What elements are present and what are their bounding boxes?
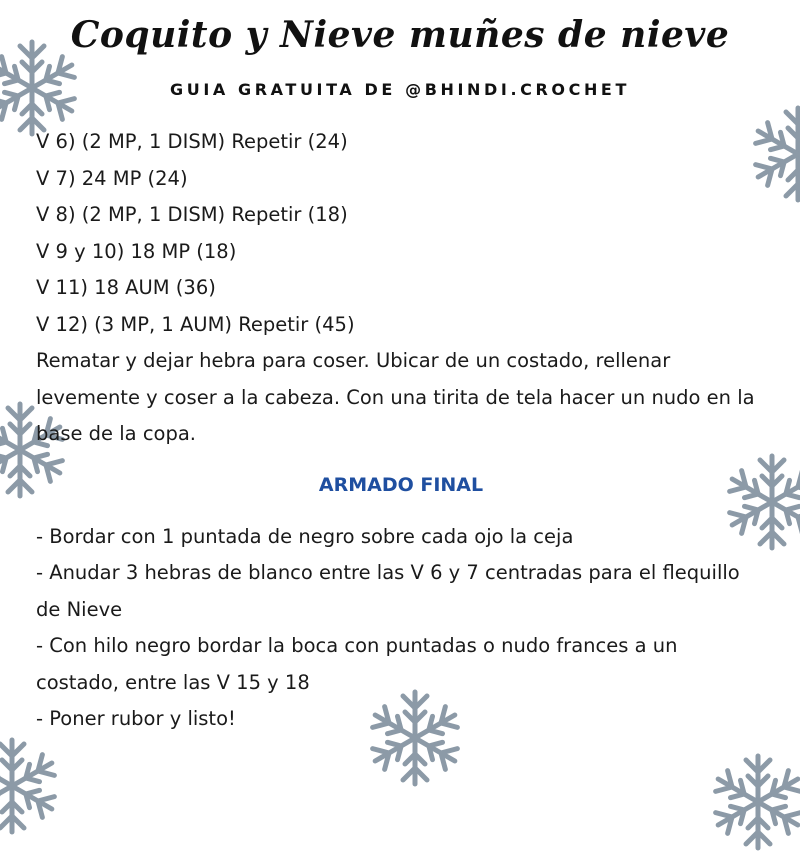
pattern-row: V 11) 18 AUM (36) (36, 276, 216, 299)
pattern-row: V 12) (3 MP, 1 AUM) Repetir (45) (36, 312, 355, 336)
pattern-row: V 7) 24 MP (24) (36, 166, 188, 190)
assembly-step: - Poner rubor y listo! (36, 707, 236, 730)
snowflake-icon (0, 736, 62, 836)
snowflake-icon (708, 752, 800, 852)
pattern-row: V 8) (2 MP, 1 DISM) Repetir (18) (36, 203, 348, 226)
page-title: Coquito y Nieve muñes de nieve (70, 14, 730, 56)
instructions (36, 124, 766, 738)
section-title-armado-final: ARMADO FINAL (318, 473, 484, 496)
finish-instructions: Rematar y dejar hebra para coser. Ubicar de un costado, rellenar levemente y coser a la cabeza. Con una tirita de tela hacer un nudo en la base de la copa. (36, 349, 755, 445)
assembly-step: - Bordar con 1 puntada de negro sobre cada ojo la ceja (36, 524, 574, 548)
pattern-row: V 6) (2 MP, 1 DISM) Repetir (24) (36, 130, 348, 153)
page-subtitle: GUIA GRATUITA DE @BHINDI.CROCHET (170, 80, 630, 99)
assembly-step: - Anudar 3 hebras de blanco entre las V 6 y 7 centradas para el flequillo de Nieve (36, 561, 740, 621)
pattern-row: V 9 y 10) 18 MP (18) (36, 239, 237, 263)
assembly-step: - Con hilo negro bordar la boca con puntadas o nudo frances a un costado, entre las V 15 y 18 (36, 634, 678, 694)
